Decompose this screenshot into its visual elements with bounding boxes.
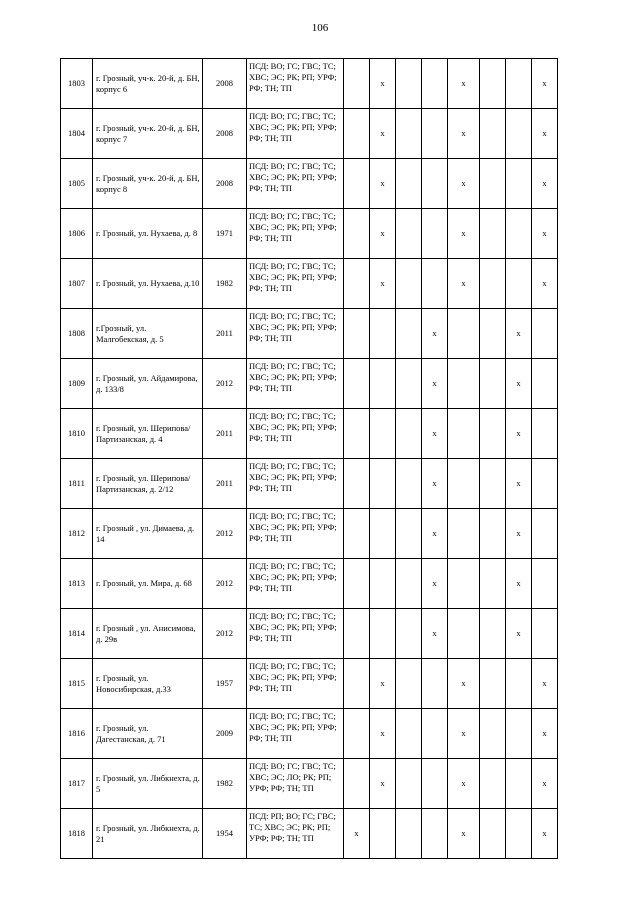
- address-cell: г. Грозный, ул. Либкнехта, д. 21: [93, 809, 203, 859]
- mark-cell-1: [344, 309, 370, 359]
- mark-cell-1: [344, 709, 370, 759]
- year-cell: 1982: [203, 759, 247, 809]
- mark-cell-5: x: [448, 209, 480, 259]
- services-cell: ПСД: ВО; ГС; ГВС; ТС; ХВС; ЭС; РК; РП; УРФ; РФ; ТН; ТП: [247, 109, 344, 159]
- mark-cell-1: [344, 209, 370, 259]
- mark-cell-1: [344, 59, 370, 109]
- year-cell: 2011: [203, 309, 247, 359]
- row-number-cell: 1805: [61, 159, 93, 209]
- table-row: [61, 809, 584, 859]
- mark-cell-2: x: [370, 159, 396, 209]
- row-number-cell: 1807: [61, 259, 93, 309]
- mark-cell-2: [370, 609, 396, 659]
- table-row: [61, 359, 584, 409]
- mark-cell-4: [422, 709, 448, 759]
- address-cell: г. Грозный, ул. Либкнехта, д. 5: [93, 759, 203, 809]
- mark-cell-5: x: [448, 109, 480, 159]
- mark-cell-3: [396, 759, 422, 809]
- address-cell: г.Грозный, ул. Малгобекская, д. 5: [93, 309, 203, 359]
- services-cell: ПСД: ВО; ГС; ГВС; ТС; ХВС; ЭС; РК; РП; УРФ; РФ; ТН; ТП: [247, 509, 344, 559]
- mark-cell-6: [480, 109, 506, 159]
- year-cell: 1957: [203, 659, 247, 709]
- table-row: [61, 409, 584, 459]
- mark-cell-4: x: [422, 559, 448, 609]
- mark-cell-4: [422, 759, 448, 809]
- mark-cell-5: [448, 509, 480, 559]
- mark-cell-3: [396, 109, 422, 159]
- address-cell: г. Грозный, ул. Нухаева, д. 8: [93, 209, 203, 259]
- mark-cell-4: x: [422, 359, 448, 409]
- mark-cell-3: [396, 259, 422, 309]
- mark-cell-3: [396, 309, 422, 359]
- mark-cell-3: [396, 59, 422, 109]
- mark-cell-1: [344, 509, 370, 559]
- year-cell: 2008: [203, 59, 247, 109]
- mark-cell-7: [506, 59, 532, 109]
- mark-cell-8: x: [532, 709, 558, 759]
- mark-cell-1: [344, 359, 370, 409]
- mark-cell-8: [532, 309, 558, 359]
- row-number-cell: 1803: [61, 59, 93, 109]
- mark-cell-1: [344, 759, 370, 809]
- year-cell: 2012: [203, 559, 247, 609]
- mark-cell-8: x: [532, 59, 558, 109]
- services-cell: ПСД: ВО; ГС; ГВС; ТС; ХВС; ЭС; РК; РП; УРФ; РФ; ТН; ТП: [247, 609, 344, 659]
- address-cell: г. Грозный, ул. Дагестанская, д. 71: [93, 709, 203, 759]
- year-cell: 2009: [203, 709, 247, 759]
- address-cell: г. Грозный, уч-к. 20-й, д. БН, корпус 7: [93, 109, 203, 159]
- mark-cell-2: x: [370, 709, 396, 759]
- mark-cell-8: x: [532, 659, 558, 709]
- year-cell: 2008: [203, 159, 247, 209]
- mark-cell-2: x: [370, 59, 396, 109]
- table-row: [61, 309, 584, 359]
- mark-cell-1: [344, 259, 370, 309]
- mark-cell-6: [480, 509, 506, 559]
- mark-cell-8: [532, 359, 558, 409]
- mark-cell-7: [506, 759, 532, 809]
- mark-cell-7: x: [506, 459, 532, 509]
- mark-cell-6: [480, 159, 506, 209]
- page-number: 106: [311, 22, 329, 34]
- mark-cell-1: [344, 559, 370, 609]
- mark-cell-4: [422, 659, 448, 709]
- mark-cell-4: x: [422, 459, 448, 509]
- mark-cell-1: [344, 459, 370, 509]
- mark-cell-5: [448, 409, 480, 459]
- mark-cell-7: [506, 209, 532, 259]
- mark-cell-8: [532, 559, 558, 609]
- mark-cell-3: [396, 159, 422, 209]
- mark-cell-8: x: [532, 159, 558, 209]
- mark-cell-8: [532, 409, 558, 459]
- mark-cell-4: [422, 259, 448, 309]
- mark-cell-7: x: [506, 359, 532, 409]
- mark-cell-7: x: [506, 609, 532, 659]
- row-number-cell: 1804: [61, 109, 93, 159]
- services-cell: ПСД: ВО; ГС; ГВС; ТС; ХВС; ЭС; РК; РП; УРФ; РФ; ТН; ТП: [247, 459, 344, 509]
- year-cell: 2011: [203, 459, 247, 509]
- mark-cell-4: [422, 209, 448, 259]
- mark-cell-2: x: [370, 759, 396, 809]
- mark-cell-5: [448, 559, 480, 609]
- mark-cell-2: [370, 809, 396, 859]
- mark-cell-8: x: [532, 209, 558, 259]
- mark-cell-2: x: [370, 659, 396, 709]
- mark-cell-2: [370, 359, 396, 409]
- mark-cell-4: x: [422, 609, 448, 659]
- mark-cell-7: x: [506, 509, 532, 559]
- mark-cell-1: x: [344, 809, 370, 859]
- year-cell: 2008: [203, 109, 247, 159]
- mark-cell-1: [344, 109, 370, 159]
- mark-cell-6: [480, 659, 506, 709]
- mark-cell-5: [448, 309, 480, 359]
- mark-cell-8: [532, 509, 558, 559]
- mark-cell-5: x: [448, 259, 480, 309]
- mark-cell-2: x: [370, 209, 396, 259]
- year-cell: 1982: [203, 259, 247, 309]
- address-cell: г. Грозный, ул. Новосибирская, д.33: [93, 659, 203, 709]
- table-body: [61, 59, 584, 859]
- mark-cell-1: [344, 159, 370, 209]
- mark-cell-8: x: [532, 759, 558, 809]
- address-cell: г. Грозный , ул. Димаева, д. 14: [93, 509, 203, 559]
- mark-cell-5: [448, 359, 480, 409]
- mark-cell-5: x: [448, 159, 480, 209]
- mark-cell-7: [506, 709, 532, 759]
- row-number-cell: 1816: [61, 709, 93, 759]
- mark-cell-3: [396, 459, 422, 509]
- mark-cell-1: [344, 659, 370, 709]
- mark-cell-4: [422, 809, 448, 859]
- table-row: [61, 759, 584, 809]
- services-cell: ПСД: ВО; ГС; ГВС; ТС; ХВС; ЭС; РК; РП; УРФ; РФ; ТН; ТП: [247, 159, 344, 209]
- year-cell: 2011: [203, 409, 247, 459]
- mark-cell-3: [396, 209, 422, 259]
- mark-cell-5: x: [448, 709, 480, 759]
- mark-cell-4: x: [422, 509, 448, 559]
- year-cell: 2012: [203, 609, 247, 659]
- mark-cell-6: [480, 359, 506, 409]
- mark-cell-4: x: [422, 309, 448, 359]
- mark-cell-1: [344, 409, 370, 459]
- mark-cell-3: [396, 509, 422, 559]
- services-cell: ПСД: ВО; ГС; ГВС; ТС; ХВС; ЭС; РК; РП; УРФ; РФ; ТН; ТП: [247, 709, 344, 759]
- address-cell: г. Грозный, ул. Нухаева, д.10: [93, 259, 203, 309]
- services-cell: ПСД: ВО; ГС; ГВС; ТС; ХВС; ЭС; РК; РП; УРФ; РФ; ТН; ТП: [247, 359, 344, 409]
- mark-cell-6: [480, 459, 506, 509]
- address-cell: г. Грозный, ул. Айдамирова, д. 133/8: [93, 359, 203, 409]
- year-cell: 1971: [203, 209, 247, 259]
- mark-cell-3: [396, 559, 422, 609]
- mark-cell-8: [532, 609, 558, 659]
- table-row: [61, 659, 584, 709]
- mark-cell-5: x: [448, 59, 480, 109]
- mark-cell-7: [506, 809, 532, 859]
- row-number-cell: 1809: [61, 359, 93, 409]
- mark-cell-4: [422, 109, 448, 159]
- mark-cell-7: [506, 109, 532, 159]
- row-number-cell: 1817: [61, 759, 93, 809]
- mark-cell-6: [480, 759, 506, 809]
- mark-cell-6: [480, 309, 506, 359]
- mark-cell-3: [396, 809, 422, 859]
- mark-cell-4: x: [422, 409, 448, 459]
- address-cell: г. Грозный, ул. Шерипова/Партизанская, д. 4: [93, 409, 203, 459]
- table-row: [61, 509, 584, 559]
- row-number-cell: 1812: [61, 509, 93, 559]
- mark-cell-7: x: [506, 309, 532, 359]
- mark-cell-8: x: [532, 809, 558, 859]
- mark-cell-2: [370, 559, 396, 609]
- mark-cell-3: [396, 609, 422, 659]
- row-number-cell: 1813: [61, 559, 93, 609]
- mark-cell-6: [480, 559, 506, 609]
- year-cell: 2012: [203, 359, 247, 409]
- address-cell: г. Грозный, ул. Шерипова/Партизанская, д. 2/12: [93, 459, 203, 509]
- table-row: [61, 609, 584, 659]
- mark-cell-8: x: [532, 109, 558, 159]
- row-number-cell: 1814: [61, 609, 93, 659]
- services-cell: ПСД: ВО; ГС; ГВС; ТС; ХВС; ЭС; РК; РП; УРФ; РФ; ТН; ТП: [247, 409, 344, 459]
- address-cell: г. Грозный, ул. Мира, д. 68: [93, 559, 203, 609]
- mark-cell-6: [480, 809, 506, 859]
- mark-cell-7: x: [506, 409, 532, 459]
- mark-cell-6: [480, 609, 506, 659]
- mark-cell-6: [480, 409, 506, 459]
- services-cell: ПСД: ВО; ГС; ГВС; ТС; ХВС; ЭС; РК; РП; УРФ; РФ; ТН; ТП: [247, 59, 344, 109]
- services-cell: ПСД: ВО; ГС; ГВС; ТС; ХВС; ЭС; РК; РП; УРФ; РФ; ТН; ТП: [247, 259, 344, 309]
- table-row: [61, 259, 584, 309]
- services-cell: ПСД: ВО; ГС; ГВС; ТС; ХВС; ЭС; РК; РП; УРФ; РФ; ТН; ТП: [247, 559, 344, 609]
- services-cell: ПСД: ВО; ГС; ГВС; ТС; ХВС; ЭС; РК; РП; УРФ; РФ; ТН; ТП: [247, 659, 344, 709]
- mark-cell-2: [370, 509, 396, 559]
- mark-cell-2: x: [370, 109, 396, 159]
- mark-cell-6: [480, 209, 506, 259]
- mark-cell-7: x: [506, 559, 532, 609]
- services-cell: ПСД: РП; ВО; ГС; ГВС; ТС; ХВС; ЭС; РК; РП; УРФ; РФ; ТН; ТП: [247, 809, 344, 859]
- mark-cell-2: [370, 459, 396, 509]
- mark-cell-5: [448, 609, 480, 659]
- mark-cell-2: [370, 409, 396, 459]
- mark-cell-4: [422, 59, 448, 109]
- row-number-cell: 1815: [61, 659, 93, 709]
- mark-cell-5: x: [448, 759, 480, 809]
- mark-cell-7: [506, 659, 532, 709]
- row-number-cell: 1806: [61, 209, 93, 259]
- mark-cell-5: [448, 459, 480, 509]
- row-number-cell: 1810: [61, 409, 93, 459]
- mark-cell-3: [396, 359, 422, 409]
- mark-cell-3: [396, 659, 422, 709]
- mark-cell-7: [506, 259, 532, 309]
- table-row: [61, 109, 584, 159]
- row-number-cell: 1818: [61, 809, 93, 859]
- mark-cell-2: [370, 309, 396, 359]
- table-row: [61, 709, 584, 759]
- mark-cell-5: x: [448, 659, 480, 709]
- mark-cell-4: [422, 159, 448, 209]
- row-number-cell: 1811: [61, 459, 93, 509]
- mark-cell-5: x: [448, 809, 480, 859]
- services-cell: ПСД: ВО; ГС; ГВС; ТС; ХВС; ЭС; РК; РП; УРФ; РФ; ТН; ТП: [247, 309, 344, 359]
- year-cell: 2012: [203, 509, 247, 559]
- mark-cell-6: [480, 709, 506, 759]
- mark-cell-8: x: [532, 259, 558, 309]
- housing-registry-table: [60, 58, 584, 859]
- year-cell: 1954: [203, 809, 247, 859]
- mark-cell-8: [532, 459, 558, 509]
- address-cell: г. Грозный, уч-к. 20-й, д. БН, корпус 6: [93, 59, 203, 109]
- address-cell: г. Грозный, уч-к. 20-й, д. БН, корпус 8: [93, 159, 203, 209]
- mark-cell-3: [396, 409, 422, 459]
- table-row: [61, 559, 584, 609]
- table-row: [61, 59, 584, 109]
- mark-cell-6: [480, 259, 506, 309]
- mark-cell-1: [344, 609, 370, 659]
- table-row: [61, 159, 584, 209]
- table-row: [61, 459, 584, 509]
- mark-cell-7: [506, 159, 532, 209]
- services-cell: ПСД: ВО; ГС; ГВС; ТС; ХВС; ЭС; РК; РП; УРФ; РФ; ТН; ТП: [247, 209, 344, 259]
- address-cell: г. Грозный , ул. Анисимова, д. 29в: [93, 609, 203, 659]
- mark-cell-6: [480, 59, 506, 109]
- table-row: [61, 209, 584, 259]
- services-cell: ПСД: ВО; ГС; ГВС; ТС; ХВС; ЭС; ЛО; РК; РП; УРФ; РФ; ТН; ТП: [247, 759, 344, 809]
- mark-cell-3: [396, 709, 422, 759]
- row-number-cell: 1808: [61, 309, 93, 359]
- mark-cell-2: x: [370, 259, 396, 309]
